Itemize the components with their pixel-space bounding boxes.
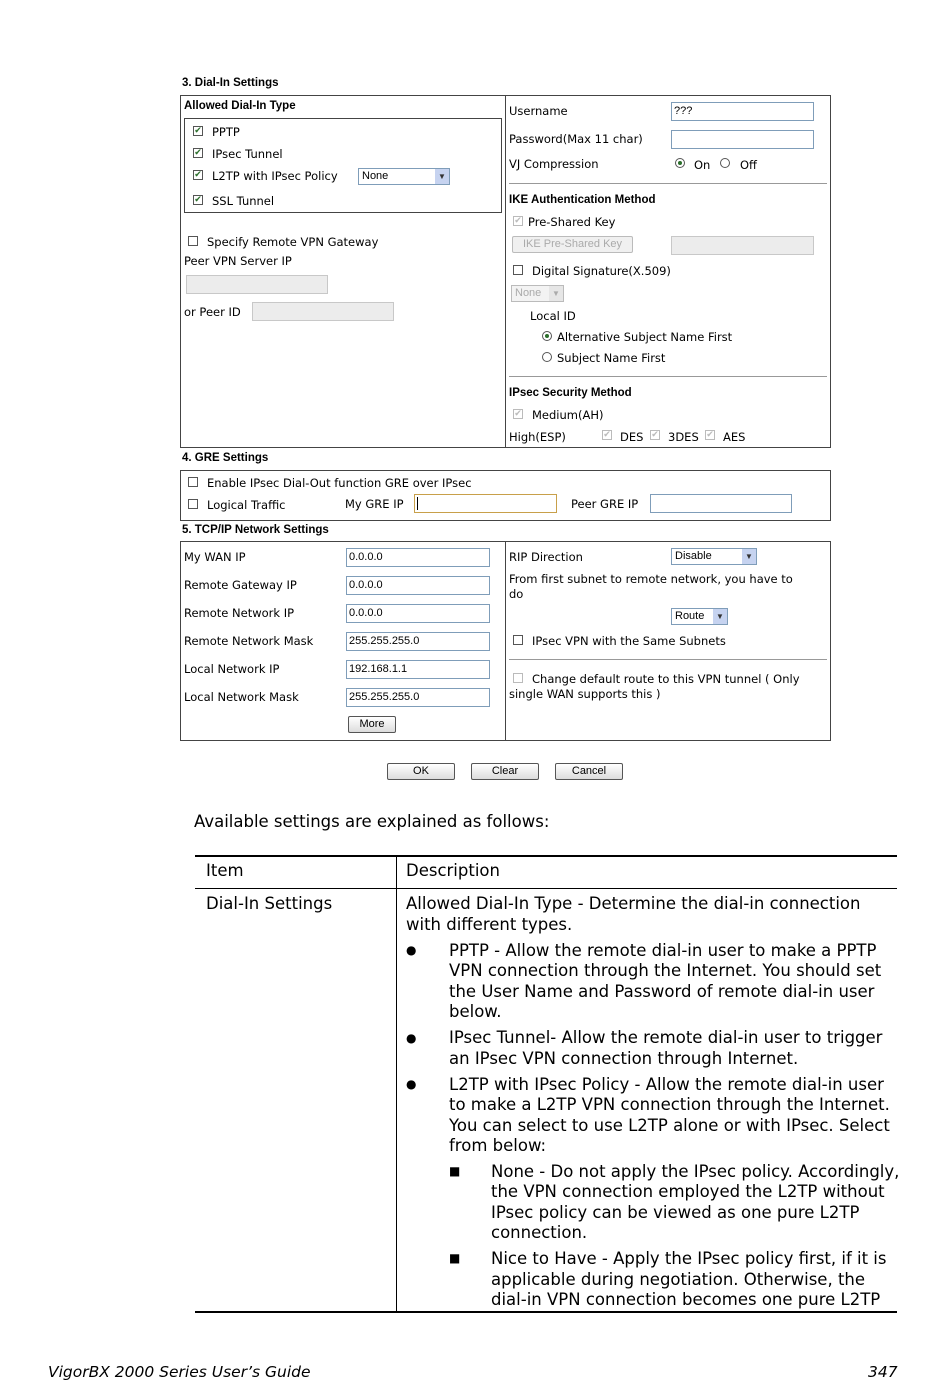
password-label: Password(Max 11 char)	[509, 132, 643, 146]
desc-line: IPsec policy can be viewed as one pure L2TP	[491, 1203, 860, 1222]
digital-sig-checkbox[interactable]	[513, 265, 523, 275]
bullet-icon: ●	[406, 1077, 417, 1091]
desc-line: PPTP - Allow the remote dial-in user to make a PPTP	[449, 941, 877, 960]
change-route-text: Change default route to this VPN tunnel ( Only	[532, 672, 800, 686]
table-column-divider	[396, 857, 397, 1312]
route-select[interactable]	[671, 608, 728, 625]
vj-off-radio[interactable]	[720, 158, 730, 168]
l2tp-policy-select[interactable]	[358, 168, 450, 185]
desc-line: You can select to use L2TP alone or with IPsec. Select	[449, 1116, 890, 1135]
square-bullet-icon: ■	[449, 1251, 461, 1265]
local-network-mask-label: Local Network Mask	[184, 690, 299, 704]
chevron-down-icon: ▼	[742, 549, 756, 564]
footer-title: VigorBX 2000 Series User’s Guide	[48, 1363, 311, 1381]
vj-label: VJ Compression	[509, 157, 599, 171]
peer-id-label: or Peer ID	[184, 305, 241, 319]
table-top-rule	[195, 855, 897, 857]
desc-line: connection.	[491, 1223, 588, 1242]
gre-section-title: 4. GRE Settings	[182, 452, 269, 464]
digital-sig-label: Digital Signature(X.509)	[532, 264, 671, 278]
vj-on-label: On	[694, 158, 711, 172]
bullet-icon: ●	[406, 943, 417, 957]
desc-line: the User Name and Password of remote dial-in user	[449, 982, 875, 1001]
username-label: Username	[509, 104, 568, 118]
ike-title: IKE Authentication Method	[509, 194, 656, 206]
table-bottom-rule	[195, 1311, 897, 1313]
remote-network-ip-input[interactable]: 0.0.0.0	[346, 604, 490, 623]
divider	[509, 376, 827, 377]
bullet-icon: ●	[406, 1031, 417, 1045]
ike-psk-button[interactable]: IKE Pre-Shared Key	[512, 236, 633, 253]
remote-network-mask-label: Remote Network Mask	[184, 634, 314, 648]
ok-button[interactable]: OK	[387, 763, 455, 780]
desc-line: dial-in VPN connection becomes one pure L2TP	[491, 1290, 881, 1309]
from-subnet-text: From first subnet to remote network, you have to	[509, 572, 793, 586]
aes-checkbox[interactable]: ✔	[706, 430, 714, 440]
allowed-type-title: Allowed Dial-In Type	[184, 100, 296, 112]
vj-on-radio[interactable]	[675, 158, 685, 168]
remote-network-mask-input[interactable]: 255.255.255.0	[346, 632, 490, 651]
ipsec-tunnel-checkbox[interactable]: ✔	[194, 148, 202, 158]
logical-traffic-label: Logical Traffic	[207, 498, 286, 512]
rip-direction-select[interactable]	[671, 548, 757, 565]
remote-network-ip-label: Remote Network IP	[184, 606, 295, 620]
desc-line: None - Do not apply the IPsec policy. Accordingly,	[491, 1162, 900, 1181]
desc-line: with different types.	[406, 915, 573, 934]
rip-direction-value: Disable	[675, 550, 712, 562]
local-id-label: Local ID	[530, 309, 576, 323]
subject-radio[interactable]	[542, 352, 552, 362]
wan-ip-label: My WAN IP	[184, 550, 246, 564]
password-input[interactable]	[671, 130, 814, 149]
dialin-divider	[505, 95, 506, 448]
medium-label: Medium(AH)	[532, 408, 604, 422]
col-item-header: Item	[206, 861, 244, 880]
ipsec-tunnel-label: IPsec Tunnel	[212, 147, 283, 161]
chevron-down-icon: ▼	[435, 169, 449, 184]
l2tp-checkbox[interactable]: ✔	[194, 170, 202, 180]
tdes-label: 3DES	[668, 430, 699, 444]
tdes-checkbox[interactable]: ✔	[651, 430, 659, 440]
more-button[interactable]: More	[348, 716, 396, 733]
ipsec-method-title: IPsec Security Method	[509, 387, 632, 399]
vj-off-label: Off	[740, 158, 757, 172]
ike-psk-input[interactable]	[671, 236, 814, 255]
tcpip-divider	[505, 541, 506, 741]
peer-gre-ip-label: Peer GRE IP	[571, 497, 639, 511]
desc-line: IPsec Tunnel- Allow the remote dial-in user to trigger	[449, 1028, 883, 1047]
gre-enable-checkbox[interactable]	[188, 477, 198, 487]
pptp-label: PPTP	[212, 125, 240, 139]
medium-checkbox[interactable]: ✔	[514, 409, 522, 419]
chevron-down-icon: ▼	[713, 609, 727, 624]
local-network-ip-label: Local Network IP	[184, 662, 280, 676]
local-network-ip-input[interactable]: 192.168.1.1	[346, 660, 490, 679]
des-checkbox[interactable]: ✔	[603, 430, 611, 440]
local-network-mask-input[interactable]: 255.255.255.0	[346, 688, 490, 707]
ssl-tunnel-label: SSL Tunnel	[212, 194, 275, 208]
desc-line: Allowed Dial-In Type - Determine the dial-in connection	[406, 894, 861, 913]
peer-gre-ip-input[interactable]	[650, 494, 792, 513]
desc-line: below.	[449, 1002, 502, 1021]
same-subnets-checkbox[interactable]	[513, 635, 523, 645]
username-input[interactable]: ???	[671, 102, 814, 121]
alt-subject-label: Alternative Subject Name First	[557, 330, 733, 344]
digital-sig-select[interactable]	[511, 285, 564, 302]
alt-subject-radio[interactable]	[542, 331, 552, 341]
remote-gateway-input[interactable]: 0.0.0.0	[346, 576, 490, 595]
desc-line: L2TP with IPsec Policy - Allow the remote dial-in user	[449, 1075, 884, 1094]
desc-line: the VPN connection employed the L2TP without	[491, 1182, 885, 1201]
row-item: Dial-In Settings	[206, 894, 333, 913]
specify-gateway-checkbox[interactable]	[188, 236, 198, 246]
from-subnet-text-2: do	[509, 587, 524, 601]
digital-sig-value: None	[515, 287, 542, 299]
divider	[509, 659, 827, 660]
pptp-checkbox[interactable]: ✔	[194, 126, 202, 136]
divider	[509, 183, 827, 184]
l2tp-label: L2TP with IPsec Policy	[212, 169, 338, 183]
intro-text: Available settings are explained as follows:	[194, 812, 550, 831]
aes-label: AES	[723, 430, 746, 444]
same-subnets-label: IPsec VPN with the Same Subnets	[532, 634, 726, 648]
page-number: 347	[868, 1363, 898, 1381]
tcpip-section-title: 5. TCP/IP Network Settings	[182, 524, 329, 536]
col-desc-header: Description	[406, 861, 500, 880]
pre-shared-label: Pre-Shared Key	[528, 215, 616, 229]
cancel-button[interactable]: Cancel	[555, 763, 623, 780]
chevron-down-icon: ▼	[549, 286, 563, 301]
rip-direction-label: RIP Direction	[509, 550, 583, 564]
high-label: High(ESP)	[509, 430, 566, 444]
peer-ip-input[interactable]	[186, 275, 328, 294]
table-header-rule	[195, 888, 897, 889]
change-route-text-2: single WAN supports this )	[509, 687, 661, 701]
logical-traffic-checkbox[interactable]	[188, 499, 198, 509]
peer-id-input[interactable]	[252, 302, 394, 321]
desc-line: VPN connection through the Internet. You should set	[449, 961, 882, 980]
route-value: Route	[675, 610, 705, 622]
desc-line: applicable during negotiation. Otherwise, the	[491, 1270, 866, 1289]
desc-line: Nice to Have - Apply the IPsec policy first, if it is	[491, 1249, 887, 1268]
specify-gateway-label: Specify Remote VPN Gateway	[207, 235, 379, 249]
peer-ip-label: Peer VPN Server IP	[184, 254, 292, 268]
desc-line: an IPsec VPN connection through Internet.	[449, 1049, 799, 1068]
desc-line: from below:	[449, 1136, 547, 1155]
des-label: DES	[620, 430, 644, 444]
my-gre-ip-label: My GRE IP	[345, 497, 404, 511]
wan-ip-input[interactable]: 0.0.0.0	[346, 548, 490, 567]
change-route-checkbox[interactable]	[513, 673, 523, 683]
desc-line: to make a L2TP VPN connection through the Internet.	[449, 1095, 890, 1114]
clear-button[interactable]: Clear	[471, 763, 539, 780]
remote-gateway-label: Remote Gateway IP	[184, 578, 297, 592]
dialin-section-title: 3. Dial-In Settings	[182, 77, 279, 89]
my-gre-ip-input[interactable]	[414, 494, 557, 513]
pre-shared-checkbox[interactable]: ✔	[514, 216, 522, 226]
l2tp-policy-value: None	[362, 170, 389, 182]
square-bullet-icon: ■	[449, 1164, 461, 1178]
gre-enable-label: Enable IPsec Dial-Out function GRE over IPsec	[207, 476, 472, 490]
subject-label: Subject Name First	[557, 351, 666, 365]
ssl-tunnel-checkbox[interactable]: ✔	[194, 195, 202, 205]
